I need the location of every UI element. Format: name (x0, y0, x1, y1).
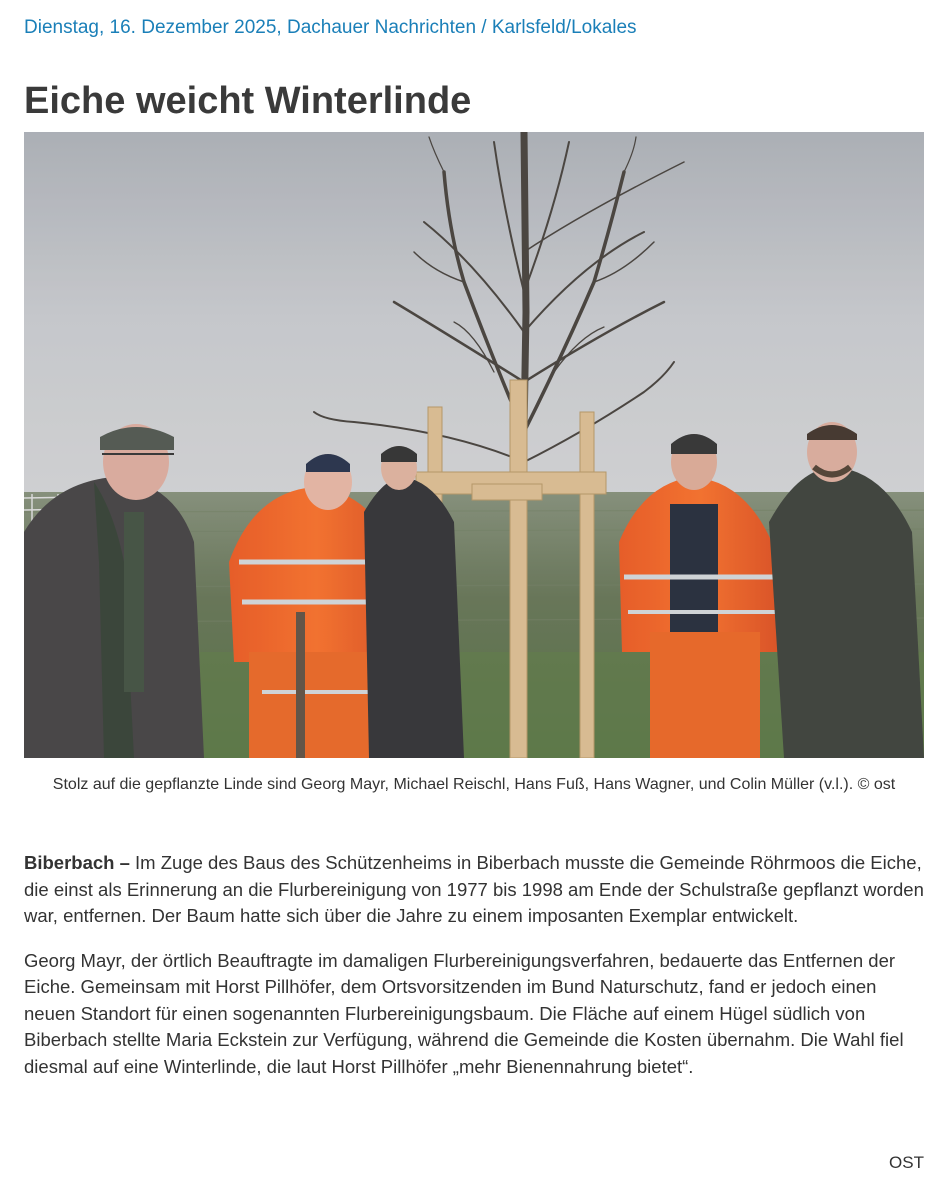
article-paragraph-2-text: Georg Mayr, der örtlich Beauftragte im damaligen Flurbereinigungsverfahren, bedauerte das Entfernen der Eiche. Gemeinsam mit Horst Pillhöfer, dem Ortsvorsitzenden im Bund Naturschutz, fand er jedoch einen neuen Standort für einen sogenannten Flurbereinigungsbaum. Die Fläche auf einem Hügel südlich von Biberbach stellte Maria Eckstein zur Verfügung, während die Gemeinde die Kosten übernahm. Die Wahl fiel diesmal auf eine Winterlinde, die laut Horst Pillhöfer „mehr Bienennahrung bietet“. (24, 949, 904, 1077)
article-paragraph-2 (24, 948, 924, 1081)
author-sign: OST (889, 1153, 924, 1172)
article-paragraph-1 (24, 850, 924, 930)
article-body (24, 850, 924, 1098)
article-lead: Biberbach – (24, 852, 130, 873)
photo-caption: Stolz auf die gepflanzte Linde sind Georg Mayr, Michael Reischl, Hans Fuß, Hans Wagner, und Colin Müller (v.l.). © ost (52, 776, 896, 793)
article-paragraph-1-text: Im Zuge des Baus des Schützenheims in Biberbach musste die Gemeinde Röhrmoos die Eiche, die einst als Erinnerung an die Flurbereinigung von 1977 bis 1998 am Ende der Schulstraße gepflanzt worden war, entfernen. Der Baum hatte sich über die Jahre zu einem imposanten Exemplar entwickelt. (24, 852, 924, 926)
article-title: Eiche weicht Winterlinde (24, 80, 472, 122)
dateline: Dienstag, 16. Dezember 2025, Dachauer Nachrichten / Karlsfeld/Lokales (24, 17, 637, 38)
article-photo (24, 132, 924, 758)
